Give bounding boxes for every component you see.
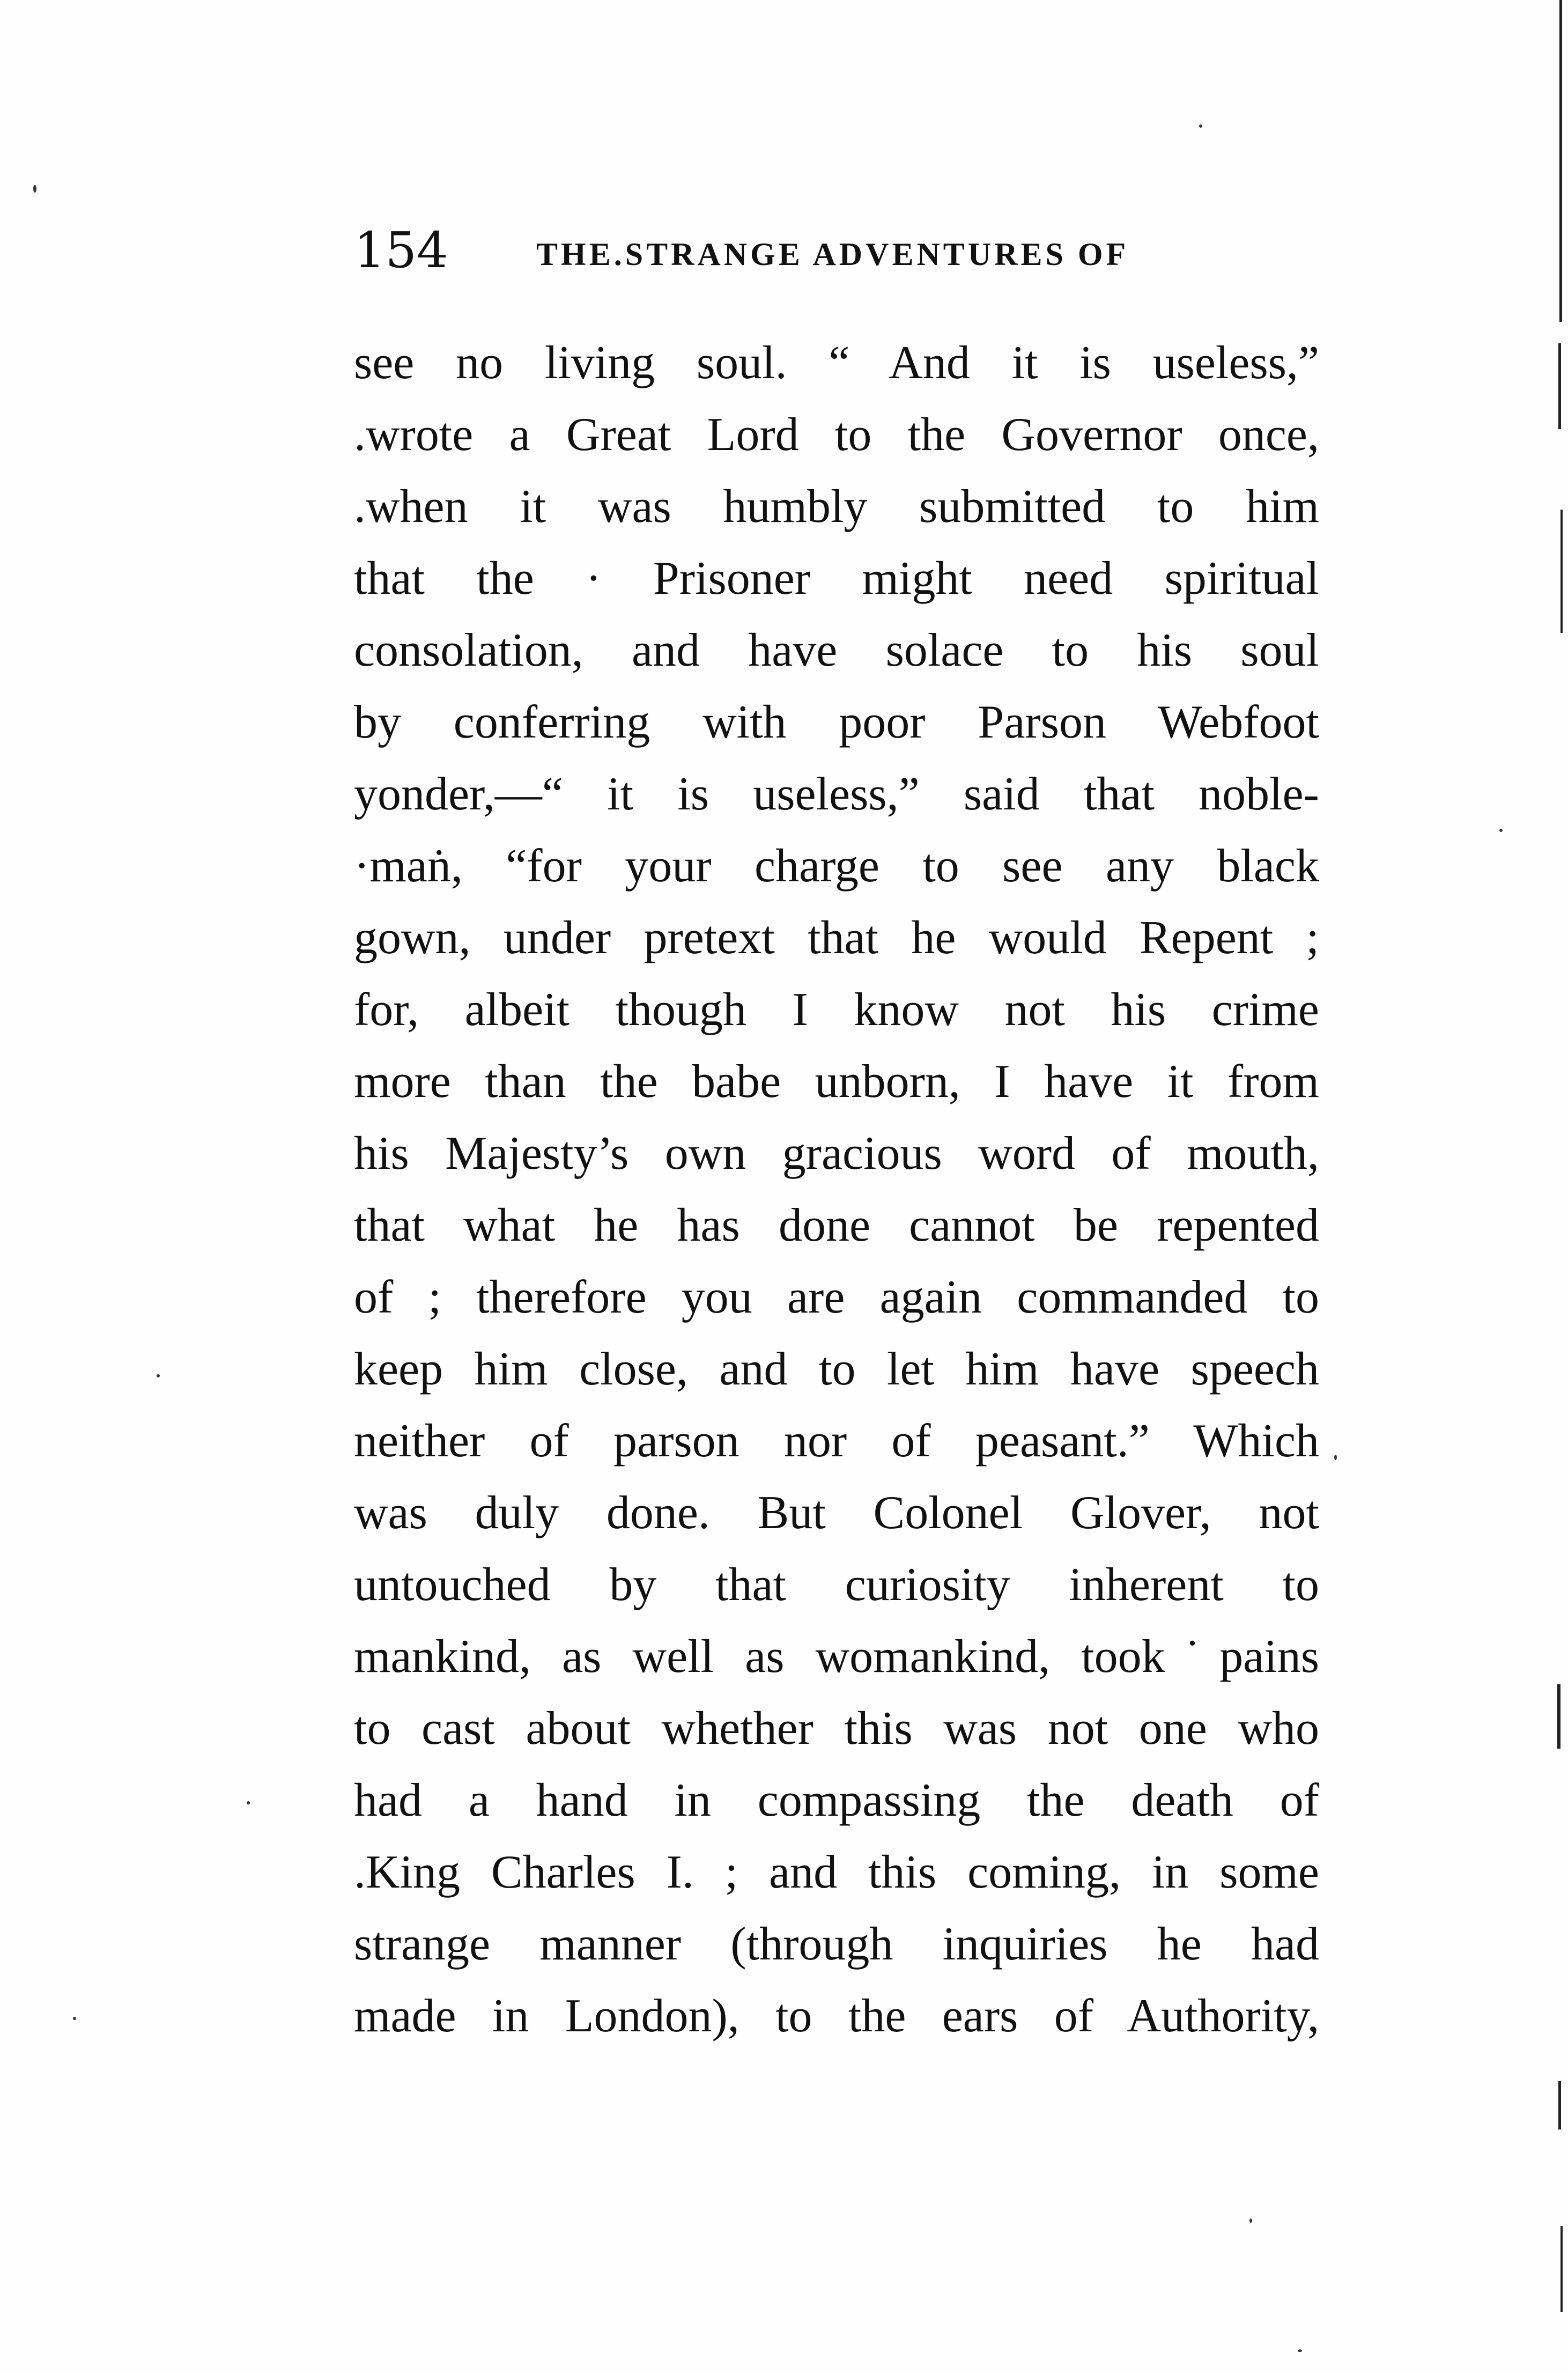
- text-line: his Majesty’s own gracious word of mouth,: [354, 1127, 1319, 1180]
- text-line: keep him close, and to let him have speech: [354, 1343, 1319, 1395]
- page-edge-mark: [1557, 1684, 1560, 1749]
- text-line: ·maṅ, “for your charge to see any black: [354, 840, 1319, 892]
- text-line: see no living soul. “ And it is useless,”: [354, 337, 1319, 389]
- text-line: yonder,—“ it is useless,” said that noble-: [354, 768, 1319, 820]
- scan-speck: [1499, 829, 1503, 832]
- scan-speck: [247, 1801, 250, 1804]
- page-edge-mark: [1559, 0, 1562, 322]
- page-header: [354, 221, 1319, 280]
- page-edge-mark: [1558, 343, 1561, 429]
- text-line: by conferring with poor Parson Webfoot: [354, 696, 1319, 748]
- text-line: strange manner (through inquiries he had: [354, 1918, 1319, 1970]
- text-line: had a hand in compassing the death of: [354, 1774, 1319, 1826]
- page-number: 154: [354, 222, 448, 279]
- scan-speck: [1199, 124, 1202, 128]
- text-line: of ; therefore you are again commanded to: [354, 1271, 1319, 1323]
- scan-speck: [1298, 2349, 1302, 2352]
- text-line: that the · Prisoner might need spiritual: [354, 552, 1319, 605]
- text-line: to cast about whether this was not one who: [354, 1703, 1319, 1755]
- running-title: THE.STRANGE ADVENTURES OF: [536, 237, 1129, 272]
- scan-speck: [1249, 2219, 1252, 2223]
- text-line: untouched by that curiosity inherent to: [354, 1559, 1319, 1611]
- page-edge-mark: [1558, 2081, 1561, 2129]
- scan-speck: [33, 185, 36, 193]
- text-line: .when it was humbly submitted to him: [354, 481, 1319, 533]
- page-edge-mark: [1560, 2226, 1563, 2312]
- scan-speck: [73, 2017, 76, 2020]
- text-line: consolation, and have solace to his soul: [354, 624, 1319, 676]
- text-line: neither of parson nor of peasant.” Which: [354, 1415, 1319, 1467]
- text-line: for, albeit though I know not his crime: [354, 984, 1319, 1036]
- text-line: was duly done. But Colonel Glover, not: [354, 1487, 1319, 1539]
- text-line: more than the babe unborn, I have it from: [354, 1056, 1319, 1108]
- text-line: mankind, as well as womankind, took˙pains: [354, 1631, 1319, 1683]
- text-line: made in London), to the ears of Authority,: [354, 1990, 1319, 2042]
- text-line: .King Charles I. ; and this coming, in some: [354, 1846, 1319, 1898]
- text-line: .wrote a Great Lord to the Governor once,: [354, 409, 1319, 461]
- scan-speck: [157, 1374, 160, 1377]
- scan-speck: [1334, 1455, 1337, 1460]
- text-line: that what he has done cannot be repented: [354, 1199, 1319, 1251]
- page-edge-mark: [1560, 510, 1563, 633]
- body-text: [354, 327, 1319, 2052]
- text-line: gown, under pretext that he would Repent ;: [354, 912, 1319, 964]
